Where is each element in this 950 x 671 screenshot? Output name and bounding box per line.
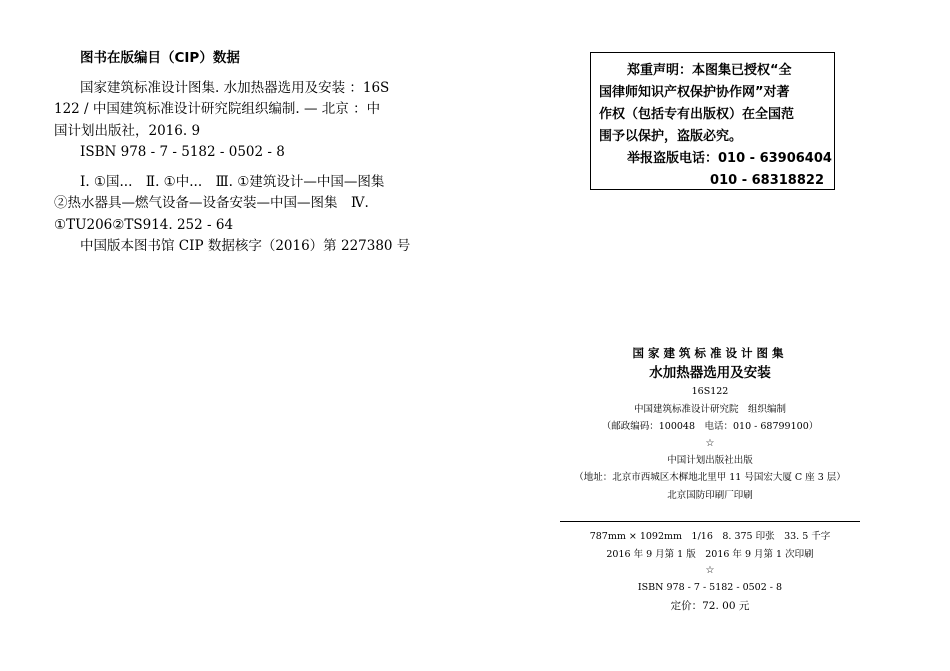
piracy-report-phone: 举报盗版电话：010 - 63906404	[627, 151, 832, 166]
star-divider: ☆	[705, 437, 715, 449]
atlas-code: 16S122	[691, 386, 729, 397]
cip-title: 图书在版编目（CIP）数据	[80, 50, 240, 66]
cip-number: 中国版本图书馆 CIP 数据核字（2016）第 227380 号	[80, 238, 411, 254]
cip-line: 国计划出版社，2016. 9	[54, 122, 201, 139]
editor-contact: （邮政编码：100048 电话：010 - 68799100）	[601, 421, 819, 432]
cip-data-block	[54, 48, 454, 258]
publisher-address: （地址：北京市西城区木樨地北里甲 11 号国宏大厦 C 座 3 层）	[574, 472, 846, 483]
cip-isbn: ISBN 978 - 7 - 5182 - 0502 - 8	[80, 144, 285, 160]
notice-line: 作权（包括专有出版权）在全国范	[599, 107, 795, 122]
cip-line: 国家建筑标准设计图集. 水加热器选用及安装 ：16S	[80, 79, 390, 96]
editor-line: 中国建筑标准设计研究院 组织编制	[633, 403, 786, 415]
printer-line: 北京国防印刷厂印刷	[667, 489, 753, 501]
book-title: 水加热器选用及安装	[649, 365, 771, 381]
edition-line: 2016 年 9 月第 1 版 2016 年 9 月第 1 次印刷	[606, 548, 814, 560]
notice-line: 围予以保护，盗版必究。	[599, 129, 743, 144]
series-name: 国家建筑标准设计图集	[632, 346, 788, 360]
copyright-notice-box	[590, 52, 835, 190]
publisher-line: 中国计划出版社出版	[667, 454, 753, 466]
colophon-divider	[560, 521, 860, 522]
isbn-line: ISBN 978 - 7 - 5182 - 0502 - 8	[637, 582, 783, 593]
cip-line: 122 / 中国建筑标准设计研究院组织编制. — 北京 ：中	[54, 101, 381, 117]
piracy-report-phone-2: 010 - 68318822	[710, 173, 824, 188]
price-line: 定价：72. 00 元	[670, 599, 750, 612]
notice-line: 国律师知识产权保护协作网”对著	[599, 85, 790, 100]
cip-subject-line: ①TU206②TS914. 252 - 64	[54, 216, 234, 233]
colophon-block	[560, 343, 860, 504]
printing-details	[560, 528, 860, 616]
notice-line: 郑重声明：本图集已授权“全	[627, 63, 792, 78]
cip-subject-line: Ⅰ. ①国... Ⅱ. ①中... Ⅲ. ①建筑设计—中国—图集	[80, 173, 385, 190]
format-spec: 787mm × 1092mm 1/16 8. 375 印张 33. 5 千字	[589, 531, 831, 542]
star-divider: ☆	[705, 565, 715, 576]
cip-subject-line: ②热水器具—燃气设备—设备安装—中国—图集 Ⅳ.	[54, 195, 369, 211]
